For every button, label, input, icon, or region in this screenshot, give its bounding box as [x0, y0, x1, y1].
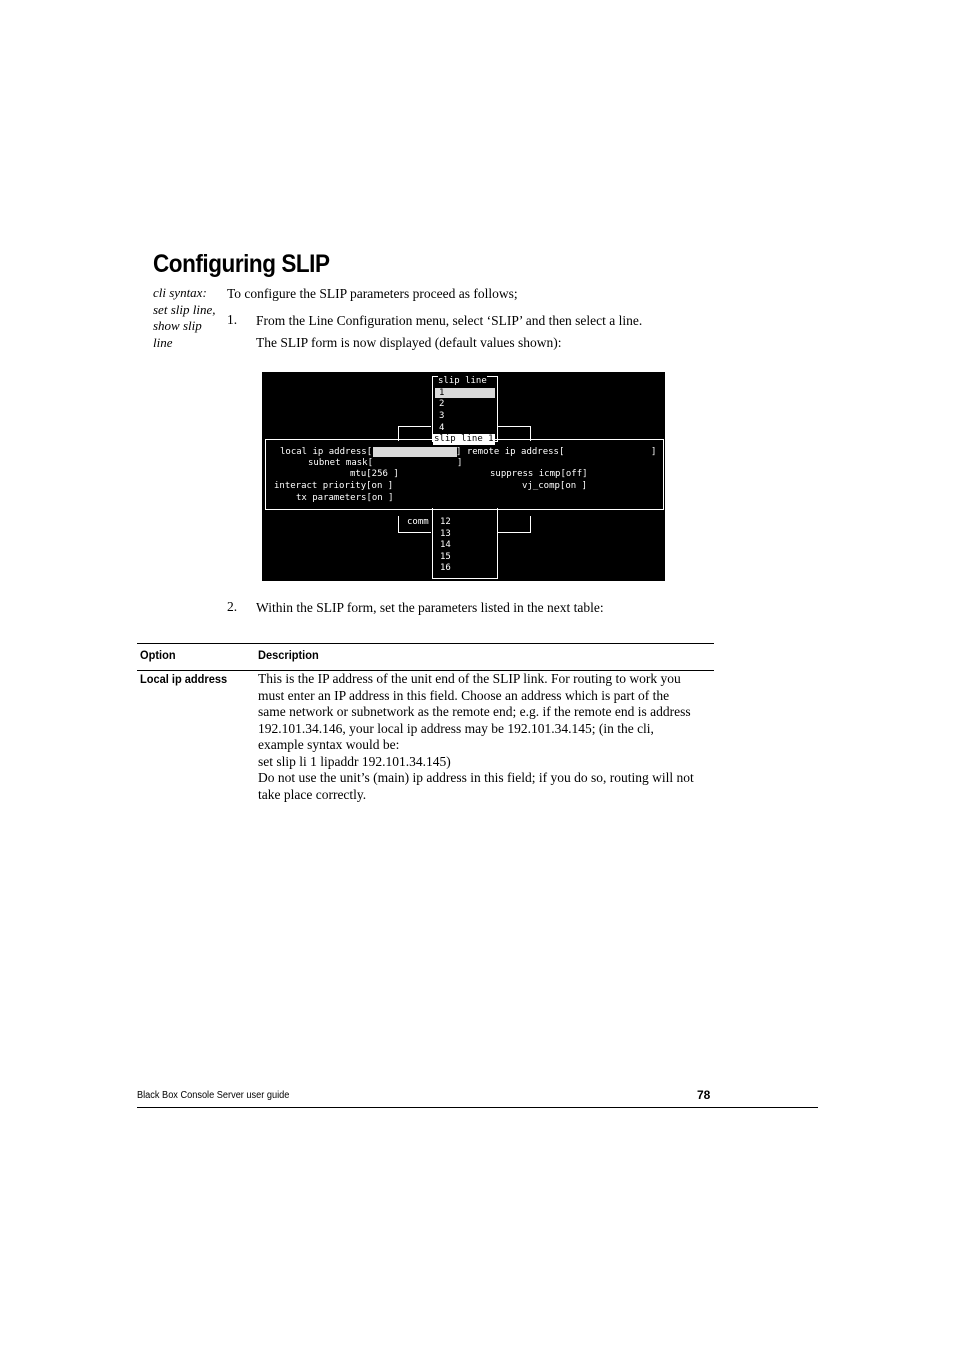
margin-note-line: show slip	[153, 318, 202, 333]
menu-title: slip line	[438, 376, 487, 386]
page-title: Configuring SLIP	[153, 250, 330, 278]
slip-form-terminal	[262, 372, 665, 581]
menu-item[interactable]: 14	[440, 540, 451, 550]
step-subtext: The SLIP form is now displayed (default values shown):	[256, 335, 562, 350]
description-line: must enter an IP address in this field. Choose an address which is part of the	[258, 687, 670, 703]
menu-item[interactable]: 2	[439, 399, 445, 409]
remote-ip-label: ] remote ip address[	[456, 447, 565, 457]
comm-label: comm	[407, 517, 429, 527]
background-menu-fragment	[498, 516, 531, 533]
menu-item[interactable]: 1	[439, 388, 445, 398]
table-header-option: Option	[140, 648, 176, 662]
step-number: 1.	[227, 312, 238, 327]
step-text: From the Line Configuration menu, select ‘SLIP’ and then select a line.	[256, 313, 643, 328]
menu-item[interactable]: 3	[439, 411, 445, 421]
interact-priority-field[interactable]: interact priority[on ]	[274, 481, 394, 491]
form-title: slip line 1	[434, 434, 494, 444]
margin-note-line: line	[153, 334, 173, 350]
table-row-description	[258, 671, 708, 803]
description-line: set slip li 1 lipaddr 192.101.34.145)	[258, 753, 451, 769]
subnet-mask-bracket: ]	[457, 458, 463, 468]
menu-item[interactable]: 13	[440, 529, 451, 539]
intro-paragraph: To configure the SLIP parameters proceed as follows;	[227, 286, 518, 301]
remote-ip-bracket: ]	[651, 447, 657, 457]
margin-note-line: set slip line,	[153, 301, 216, 317]
description-line: take place correctly.	[258, 786, 367, 802]
table-header-description: Description	[258, 648, 319, 662]
description-line: This is the IP address of the unit end of the SLIP link. For routing to work you	[258, 671, 681, 686]
step-text: Within the SLIP form, set the parameters listed in the next table:	[256, 600, 604, 615]
page-number: 78	[697, 1088, 711, 1102]
suppress-icmp-field[interactable]: suppress icmp[off]	[490, 469, 588, 479]
menu-item[interactable]: 16	[440, 563, 451, 573]
mtu-field[interactable]: mtu[256 ]	[350, 469, 399, 479]
footer-document-title: Black Box Console Server user guide	[137, 1090, 290, 1101]
local-ip-label: local ip address[	[280, 447, 373, 457]
cli-syntax-note	[153, 285, 225, 351]
description-line: same network or subnetwork as the remote end; e.g. if the remote end is address	[258, 704, 691, 719]
local-ip-input[interactable]	[373, 447, 457, 457]
table-top-rule	[137, 643, 714, 644]
description-line: Do not use the unit’s (main) ip address in this field; if you do so, routing will not	[258, 770, 694, 785]
subnet-mask-label: subnet mask[	[308, 458, 374, 468]
menu-item[interactable]: 15	[440, 552, 451, 562]
table-row-option: Local ip address	[140, 672, 228, 686]
menu-item[interactable]: 4	[439, 423, 445, 433]
menu-item[interactable]: 12	[440, 517, 451, 527]
margin-note-line: cli syntax:	[153, 285, 207, 300]
tx-parameters-field[interactable]: tx parameters[on ]	[296, 493, 394, 503]
vj-comp-field[interactable]: vj_comp[on ]	[522, 481, 588, 491]
description-line: 192.101.34.146, your local ip address may be 192.101.34.145; (in the cli,	[258, 720, 654, 736]
step-number: 2.	[227, 599, 238, 614]
description-line: example syntax would be:	[258, 737, 400, 752]
footer-rule	[137, 1107, 818, 1108]
